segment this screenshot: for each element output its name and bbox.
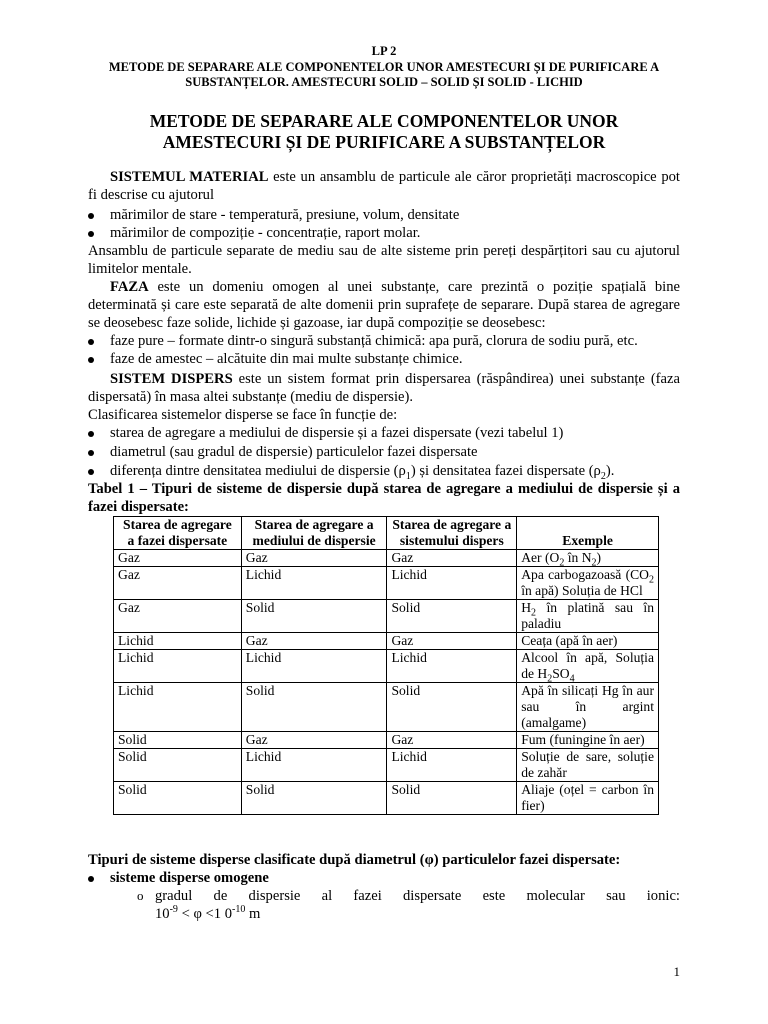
cell-exemple: Soluție de sare, soluție de zahăr [517,749,659,782]
header-faza: Starea de agregare a fazei dispersate [114,517,242,550]
cell-sistem: Lichid [387,567,517,600]
header-exemple: Exemple [517,517,659,550]
title-line-2: AMESTECURI ȘI DE PURIFICARE A SUBSTANȚELOR [162,132,606,152]
cell-mediu: Lichid [241,650,387,683]
table-row [114,550,659,567]
bullet-icon [88,357,94,363]
bullet-icon [88,469,94,475]
cell-sistem: Gaz [387,550,517,567]
sistem-material-term: SISTEMUL MATERIAL [110,169,269,185]
cell-faza: Gaz [114,550,242,567]
bullet-icon [88,876,94,882]
table-row [114,600,659,633]
cell-exemple: Apa carbogazoasă ($CO_2$ în apă) Soluția de HCl [517,567,659,600]
faza-term: FAZA [110,279,149,295]
dispersie-formula: $10^{-9} < \varphi <1$ $0^{-10}$ m [155,904,261,922]
sistem-dispers-paragraph: SISTEM DISPERS este un sistem format prin dispersarea (răspândirea) unei substanțe (faza dispersată) în masa altei substanțe (mediu de dispersie). [88,371,680,405]
cell-faza: Solid [114,782,242,815]
diametru-heading: Tipuri de sisteme disperse clasificate după diametrul (φ) particulelor fazei dispersate: [88,852,621,868]
cell-faza: Solid [114,749,242,782]
circle-bullet-icon: o [137,888,144,903]
bullet-icon [88,339,94,345]
cell-sistem: Gaz [387,732,517,749]
document-page: LP 2 METODE DE SEPARARE ALE COMPONENTELOR UNOR AMESTECURI ȘI DE PURIFICARE A SUBSTANȚELOR. AMESTECURI SOLID – SOLID ȘI SOLID - LICHID METODE DE SEPARARE ALE COMPONENTELOR UNOR AMESTECURI ȘI DE PURIFICARE A SUBSTANȚELOR SISTEMUL MATERIAL este un ansamblu de particule ale căror proprietăți macroscopice pot fi descrise cu ajutorul mărimilor de stare - temperatură, presiune, volum, densitate mărimilor de compoziție - concentrație, raport molar. Ansamblu de particule separate de mediu sau de alte sisteme prin pereți despărțitori sau cu ajutorul limitelor mentale. FAZA este un domeniu omogen al unei substanțe, care prezintă o poziție spațială bine determinată și care este separată de alte domenii prin suprafețe de separare. După starea de agregare se deosebesc faze solide, lichide și gazoase, iar după compoziție se deosebesc: faze pure – formate dintr-o singură substanță chimică: apa pură, clorura de sodiu pură, etc. faze de amestec – alcătuite din mai multe substanțe chimice. SISTEM DISPERS este un sistem format prin dispersarea (răspândirea) unei substanțe (faza dispersată) în masa altei substanțe (mediu de dispersie). Clasificarea sistemelor disperse se face în funcție de: starea de agregare a mediului de dispersie și a fazei dispersate (vezi tabelul 1) diametrul (sau gradul de dispersie) particulelor fazei dispersate diferența dintre densitatea mediului de dispersie $(\rho_1)$ și densitatea fazei dispersate $(\rho_2)$. Tabel 1 – Tipuri de sisteme de dispersie după starea de agregare a mediului de dispersie și a fazei dispersate: Starea de agregare a fazei dispersate Starea de agregare a mediului de dispersie Starea de agregare a sistemului dispers Exemple Gaz Gaz Gaz Aer ($O_2$ în $N_2$) Gaz Lichid Lichid Apa carbogazoasă ($CO_2$ în apă) Soluția de HCl Gaz Solid Solid $H_2$ în platină sau în paladiu Lichid Gaz Gaz Ceața (apă în aer) Lichid Lichid Lichid Alcool în apă, Soluția de $H_2SO_4$ Lichid Solid Solid Apă în silicați Hg în aur sau în argint (amalgame) Solid Gaz Gaz Fum (funingine în aer) Solid Lichid Lichid Soluție de sare, soluție de zahăr Solid Solid Solid Aliaje (oțel = carbon în fier) Tipuri de sisteme disperse clasificate după diametrul (φ) particulelor fazei dispersate: sisteme disperse omogene o gradul de dispersie al fazei dispersate este molecular sau ionic: $10^{-9} < \varphi <1$ $0^{-10}$ m 1 [0,0,768,1024]
cell-exemple: Apă în silicați Hg în aur sau în argint (amalgame) [517,683,659,732]
cell-exemple: $H_2$ în platină sau în paladiu [517,600,659,633]
cell-mediu: Solid [241,683,387,732]
bullet-icon [88,213,94,219]
table-row [114,683,659,732]
cell-sistem: Solid [387,782,517,815]
cell-exemple: Alcool în apă, Soluția de $H_2SO_4$ [517,650,659,683]
sistem-dispers-term: SISTEM DISPERS [110,371,233,387]
header-sistem: Starea de agregare a sistemului dispers [387,517,517,550]
faza-paragraph: FAZA este un domeniu omogen al unei substanțe, care prezintă o poziție spațială bine determinată și care este separată de alte domenii prin suprafețe de separare. După starea de agregare se deosebesc faze solide, lichide și gazoase, iar după compoziție se deosebesc: [88,279,680,331]
cell-faza: Gaz [114,567,242,600]
bullet-icon [88,231,94,237]
lab-number: LP 2 [371,44,397,58]
table-header-row [114,517,659,550]
cell-faza: Lichid [114,633,242,650]
bullet-icon [88,450,94,456]
table-caption: Tabel 1 – Tipuri de sisteme de dispersie după starea de agregare a mediului de dispersie și a fazei dispersate: [88,481,680,515]
dispersion-table [113,516,659,815]
table-row [114,749,659,782]
cell-exemple: Aliaje (oțel = carbon în fier) [517,782,659,815]
table-row [114,732,659,749]
cell-sistem: Lichid [387,749,517,782]
cell-faza: Solid [114,732,242,749]
header-line-1: METODE DE SEPARARE ALE COMPONENTELOR UNOR AMESTECURI ȘI DE PURIFICARE A [108,60,660,74]
cell-mediu: Solid [241,600,387,633]
cell-sistem: Lichid [387,650,517,683]
clasificare-line: Clasificarea sistemelor disperse se face în funcție de: [88,407,398,423]
cell-exemple: Aer ($O_2$ în $N_2$) [517,550,659,567]
ansamblu-paragraph: Ansamblu de particule separate de mediu sau de alte sisteme prin pereți despărțitori sau cu ajutorul limitelor mentale. [88,243,680,277]
table-row [114,650,659,683]
dispersie-line: gradul de dispersie al fazei dispersate este molecular sau ionic: [155,888,680,904]
cell-sistem: Solid [387,600,517,633]
cell-mediu: Lichid [241,749,387,782]
sistem-material-paragraph: SISTEMUL MATERIAL este un ansamblu de particule ale căror proprietăți macroscopice pot fi descrise cu ajutorul [88,169,680,203]
cell-faza: Lichid [114,683,242,732]
header-line-2: SUBSTANȚELOR. AMESTECURI SOLID – SOLID ȘI SOLID - LICHID [185,75,583,89]
cell-mediu: Gaz [241,732,387,749]
cell-exemple: Fum (funingine în aer) [517,732,659,749]
header-mediu: Starea de agregare a mediului de dispersie [241,517,387,550]
cell-mediu: Gaz [241,633,387,650]
cell-faza: Gaz [114,600,242,633]
page-number: 1 [673,964,680,979]
cell-faza: Lichid [114,650,242,683]
density-bullet: diferența dintre densitatea mediului de dispersie $(\rho_1)$ și densitatea fazei dispersate $(\rho_2)$. [110,463,615,482]
cell-sistem: Solid [387,683,517,732]
cell-exemple: Ceața (apă în aer) [517,633,659,650]
table-row [114,782,659,815]
title-line-1: METODE DE SEPARARE ALE COMPONENTELOR UNOR [149,111,619,131]
table-row [114,633,659,650]
cell-mediu: Solid [241,782,387,815]
table-row [114,567,659,600]
bullet-icon [88,431,94,437]
cell-mediu: Lichid [241,567,387,600]
cell-mediu: Gaz [241,550,387,567]
cell-sistem: Gaz [387,633,517,650]
